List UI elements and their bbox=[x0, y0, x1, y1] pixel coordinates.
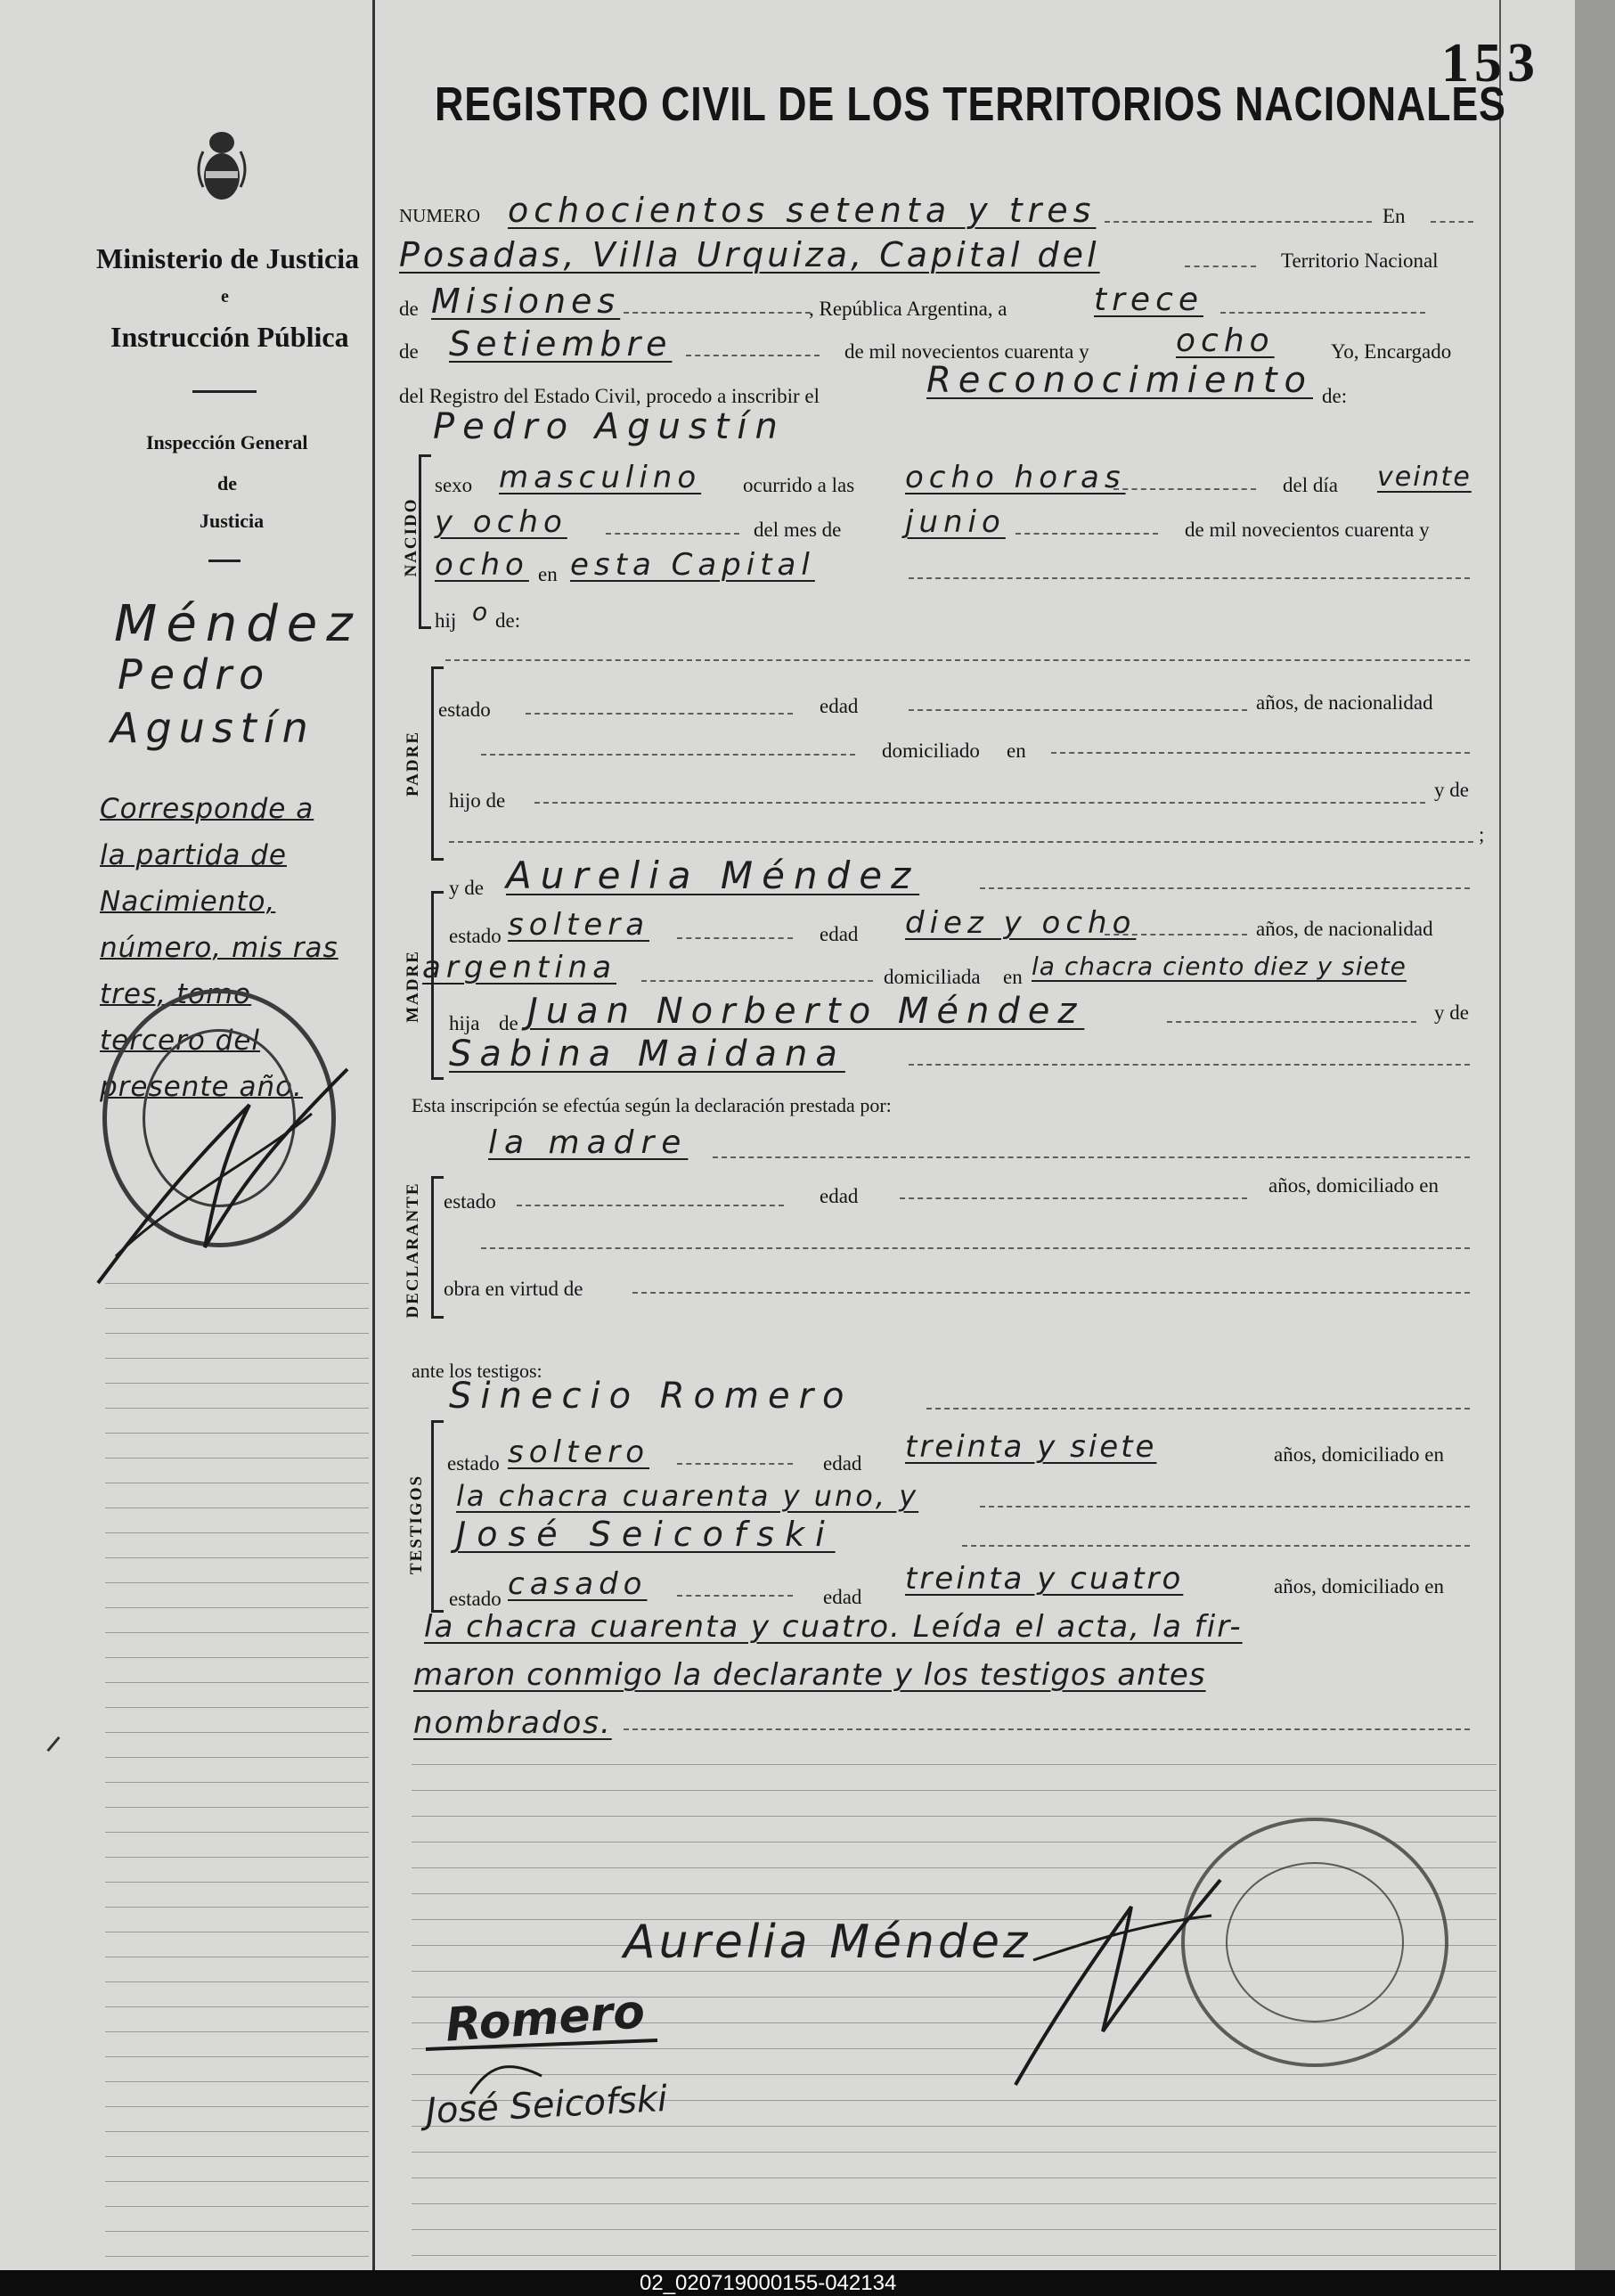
ruled-line bbox=[105, 2006, 369, 2007]
dash bbox=[677, 1463, 793, 1465]
ruled-line bbox=[105, 2031, 369, 2032]
declarante-value: la madre bbox=[488, 1124, 689, 1161]
dash bbox=[606, 533, 739, 535]
declarante-bracket bbox=[431, 1176, 444, 1319]
ruled-line bbox=[105, 1732, 369, 1733]
dash bbox=[481, 754, 855, 756]
margin-note-line: tercero del bbox=[100, 1025, 261, 1057]
margin-name2: Agustín bbox=[110, 704, 315, 752]
witness1-edad-label: edad bbox=[823, 1452, 862, 1475]
dash bbox=[1167, 1021, 1416, 1023]
folio-number: 153 bbox=[1441, 33, 1540, 94]
dash bbox=[962, 1545, 1470, 1547]
testigos-bracket bbox=[431, 1420, 444, 1613]
ruled-line bbox=[105, 1607, 369, 1608]
witness2-edad: treinta y cuatro bbox=[905, 1561, 1184, 1597]
dash bbox=[909, 1064, 1470, 1066]
en-label: En bbox=[1383, 205, 1406, 227]
padre-edad-label: edad bbox=[820, 695, 859, 717]
corner-mark bbox=[46, 1736, 60, 1752]
margin-name1: Pedro bbox=[118, 650, 272, 699]
witness2-anos-label: años, domiciliado en bbox=[1274, 1575, 1444, 1597]
madre-en-label: en bbox=[1003, 966, 1023, 988]
republica-label: , República Argentina, a bbox=[809, 298, 1007, 320]
mother-edad: diez y ocho bbox=[905, 905, 1137, 941]
ruled-line bbox=[105, 1333, 369, 1334]
dash bbox=[1105, 221, 1372, 223]
hour-value: ocho horas bbox=[905, 460, 1126, 495]
dash bbox=[1015, 533, 1158, 535]
ruled-line bbox=[105, 1358, 369, 1359]
witness1-estado: soltero bbox=[508, 1434, 649, 1470]
madre-hija-label: hija bbox=[449, 1012, 480, 1034]
mother-nac: argentina bbox=[422, 950, 617, 985]
ruled-line bbox=[105, 2056, 369, 2057]
dash bbox=[1185, 266, 1256, 267]
ministry-line3: Instrucción Pública bbox=[110, 321, 349, 353]
witness1-name: Sinecio Romero bbox=[449, 1376, 853, 1417]
ruled-line bbox=[412, 2255, 1497, 2256]
birth-place: esta Capital bbox=[570, 547, 815, 583]
padre-bracket bbox=[431, 666, 444, 861]
obra-label: obra en virtud de bbox=[444, 1278, 583, 1300]
ministry-line1: Ministerio de Justicia bbox=[96, 242, 360, 274]
ruled-line bbox=[105, 1857, 369, 1858]
ruled-line bbox=[105, 1832, 369, 1833]
province-value: Misiones bbox=[431, 282, 621, 321]
dash bbox=[632, 1292, 1470, 1294]
numero-value: ochocientos setenta y tres bbox=[508, 191, 1097, 230]
seal-stamp-bottom-inner bbox=[1226, 1862, 1404, 2022]
ruled-line bbox=[412, 2152, 1497, 2153]
madre-bracket bbox=[431, 891, 444, 1080]
dash bbox=[686, 355, 820, 356]
madre-domiciliada-label: domiciliada bbox=[884, 966, 981, 988]
en2-label: en bbox=[538, 563, 558, 585]
del-dia-label: del día bbox=[1283, 474, 1338, 496]
dash bbox=[677, 937, 793, 939]
dash bbox=[641, 980, 873, 982]
padre-hijo-de-label: hijo de bbox=[449, 789, 506, 812]
dash bbox=[1220, 312, 1425, 314]
padre-anos-label: años, de nacionalidad bbox=[1256, 691, 1433, 714]
dash bbox=[1051, 752, 1470, 754]
dash bbox=[713, 1156, 1470, 1158]
ruled-line bbox=[105, 2156, 369, 2157]
madre-anos-label: años, de nacionalidad bbox=[1256, 918, 1433, 940]
madre-edad-label: edad bbox=[820, 923, 859, 945]
dash bbox=[517, 1205, 784, 1206]
dash bbox=[909, 577, 1470, 579]
closing-line2: maron conmigo la declarante y los testigos antes bbox=[413, 1657, 1206, 1693]
madre-y-de-label: y de bbox=[449, 877, 484, 899]
ruled-line bbox=[105, 2081, 369, 2082]
de-label: de bbox=[399, 298, 419, 320]
ruled-line bbox=[412, 2229, 1497, 2230]
ruled-line bbox=[105, 1582, 369, 1583]
birth-year-part: ocho bbox=[435, 547, 529, 583]
margin-note-line: la partida de bbox=[100, 839, 287, 871]
registro-label: del Registro del Estado Civil, procedo a inscribir el bbox=[399, 385, 820, 407]
mil2-label: de mil novecientos cuarenta y bbox=[1185, 519, 1430, 541]
year-value: ocho bbox=[1176, 323, 1275, 359]
dash bbox=[926, 1408, 1470, 1409]
dash bbox=[980, 1506, 1470, 1508]
birth-day-a: veinte bbox=[1377, 462, 1472, 493]
witness1-dom: la chacra cuarenta y uno, y bbox=[456, 1479, 919, 1513]
ruled-line bbox=[105, 1882, 369, 1883]
ruled-line bbox=[105, 1782, 369, 1783]
dash bbox=[900, 1197, 1247, 1199]
ministry-line2: e bbox=[221, 287, 229, 306]
witness1-anos-label: años, domiciliado en bbox=[1274, 1443, 1444, 1466]
ruled-line bbox=[412, 1790, 1497, 1791]
dash bbox=[1105, 934, 1247, 936]
witness2-estado-label: estado bbox=[449, 1588, 502, 1610]
dash bbox=[481, 1247, 1470, 1249]
dash bbox=[445, 659, 1470, 661]
place-value: Posadas, Villa Urquiza, Capital del bbox=[399, 235, 1100, 274]
ruled-line bbox=[412, 2126, 1497, 2127]
ruled-line bbox=[105, 2131, 369, 2132]
ruled-line bbox=[412, 1816, 1497, 1817]
ocurrido-label: ocurrido a las bbox=[743, 474, 855, 496]
dash bbox=[1113, 488, 1256, 490]
dash bbox=[980, 887, 1470, 889]
inspection-line3: Justicia bbox=[200, 510, 265, 532]
ruled-line bbox=[105, 1981, 369, 1982]
hijo-value: o bbox=[472, 597, 488, 626]
dash bbox=[449, 841, 1473, 843]
birth-day-b: y ocho bbox=[435, 504, 567, 540]
witness1-edad: treinta y siete bbox=[905, 1429, 1157, 1465]
inscripcion-label: Esta inscripción se efectúa según la declaración prestada por: bbox=[412, 1094, 892, 1116]
signature-mother: Aurelia Méndez bbox=[624, 1916, 1032, 1969]
madre-hija-de-label: de bbox=[499, 1012, 518, 1034]
declarante-estado-label: estado bbox=[444, 1190, 496, 1213]
yo-label: Yo, Encargado bbox=[1331, 340, 1452, 363]
day-value: trece bbox=[1094, 282, 1204, 318]
ruled-line bbox=[105, 1657, 369, 1658]
padre-en-label: en bbox=[1007, 739, 1026, 762]
witness1-estado-label: estado bbox=[447, 1452, 500, 1475]
ruled-line bbox=[105, 1308, 369, 1309]
month-value: Setiembre bbox=[449, 324, 673, 364]
mil-label: de mil novecientos cuarenta y bbox=[844, 340, 1089, 363]
mother-estado: soltera bbox=[508, 907, 650, 943]
ruled-line bbox=[105, 2106, 369, 2107]
sexo-label: sexo bbox=[435, 474, 473, 496]
ruled-line bbox=[105, 1632, 369, 1633]
mother-name: Aurelia Méndez bbox=[506, 854, 920, 897]
witness2-edad-label: edad bbox=[823, 1586, 862, 1608]
witness2-estado: casado bbox=[508, 1566, 648, 1602]
dash bbox=[526, 713, 793, 715]
margin-note-line: presente año. bbox=[100, 1071, 303, 1103]
de-label-2: de bbox=[399, 340, 419, 363]
ruled-line bbox=[105, 1408, 369, 1409]
margin-note-line: Nacimiento, bbox=[100, 886, 276, 918]
ruled-line bbox=[105, 1807, 369, 1808]
numero-label: NUMERO bbox=[399, 205, 481, 226]
ruled-line bbox=[105, 2181, 369, 2182]
birth-month: junio bbox=[905, 504, 1006, 540]
margin-note-line: número, mis ras bbox=[100, 932, 338, 964]
padre-label: PADRE bbox=[404, 730, 422, 797]
ruled-line bbox=[105, 1433, 369, 1434]
declarante-edad-label: edad bbox=[820, 1185, 859, 1207]
closing-line3: nombrados. bbox=[413, 1705, 612, 1741]
ruled-line bbox=[105, 1532, 369, 1533]
witness2-name: José Seicofski bbox=[456, 1515, 836, 1554]
ruled-line bbox=[105, 2256, 369, 2257]
coat-of-arms-icon bbox=[194, 125, 249, 205]
dash bbox=[1431, 221, 1473, 223]
testigos-intro: ante los testigos: bbox=[412, 1360, 542, 1382]
nacido-label: NACIDO bbox=[402, 497, 420, 577]
ruled-line bbox=[412, 2203, 1497, 2204]
ruled-line bbox=[105, 1383, 369, 1384]
act-value: Reconocimiento bbox=[926, 360, 1313, 401]
margin-note-line: tres, tomo bbox=[100, 978, 252, 1010]
madre-y-de3-label: y de bbox=[1434, 1001, 1469, 1024]
ruled-line bbox=[105, 1757, 369, 1758]
de-colon-label: de: bbox=[1322, 385, 1348, 407]
registrar-signature-icon bbox=[998, 1853, 1229, 2103]
child-name: Pedro Agustín bbox=[433, 406, 786, 447]
declarante-anos-label: años, domiciliado en bbox=[1268, 1174, 1439, 1197]
madre-label: MADRE bbox=[404, 950, 422, 1023]
padre-estado-label: estado bbox=[438, 699, 491, 721]
mother-mother: Sabina Maidana bbox=[449, 1034, 845, 1074]
declarante-label: DECLARANTE bbox=[404, 1181, 422, 1319]
dash bbox=[624, 1728, 1470, 1730]
padre-semicolon: ; bbox=[1479, 823, 1485, 846]
hijo-label: hij bbox=[435, 609, 457, 632]
footer-reference: 02_020719000155-042134 bbox=[640, 2271, 897, 2295]
dash bbox=[624, 312, 811, 314]
ruled-line bbox=[105, 1557, 369, 1558]
ruled-line bbox=[412, 1764, 1497, 1765]
mother-father: Juan Norberto Méndez bbox=[527, 991, 1085, 1032]
dash bbox=[534, 802, 1425, 804]
del-mes-label: del mes de bbox=[754, 519, 842, 541]
sex-value: masculino bbox=[499, 460, 702, 495]
ministry-divider bbox=[192, 390, 257, 393]
margin-surname: Méndez bbox=[114, 595, 362, 653]
ruled-line bbox=[105, 2206, 369, 2207]
inspection-line1: Inspección General bbox=[146, 431, 308, 453]
territorio-label: Territorio Nacional bbox=[1281, 249, 1439, 272]
register-title: REGISTRO CIVIL DE LOS TERRITORIOS NACIONALES bbox=[435, 78, 1506, 131]
testigos-label: TESTIGOS bbox=[407, 1474, 426, 1575]
inspection-divider bbox=[208, 560, 241, 562]
de2-label: de: bbox=[495, 609, 521, 632]
page-edge bbox=[1575, 0, 1615, 2270]
padre-domiciliado-label: domiciliado bbox=[882, 739, 980, 762]
dash bbox=[677, 1595, 793, 1597]
signature-witness2: José Seicofski bbox=[424, 2078, 669, 2133]
inspection-line2: de bbox=[217, 472, 237, 494]
ruled-line bbox=[105, 1682, 369, 1683]
ruled-line bbox=[105, 2231, 369, 2232]
padre-y-de-label: y de bbox=[1434, 779, 1469, 801]
signature-witness1: Romero bbox=[444, 1985, 647, 2053]
closing-line1: la chacra cuarenta y cuatro. Leída el acta, la fir- bbox=[424, 1609, 1243, 1645]
madre-estado-label: estado bbox=[449, 925, 502, 947]
ruled-line bbox=[105, 1907, 369, 1908]
margin-signature-icon bbox=[80, 1034, 374, 1301]
margin-note-line: Corresponde a bbox=[100, 793, 314, 825]
dash bbox=[909, 709, 1247, 711]
right-margin-border bbox=[1499, 0, 1501, 2270]
ruled-line bbox=[105, 1707, 369, 1708]
mother-dom: la chacra ciento diez y siete bbox=[1032, 952, 1407, 981]
